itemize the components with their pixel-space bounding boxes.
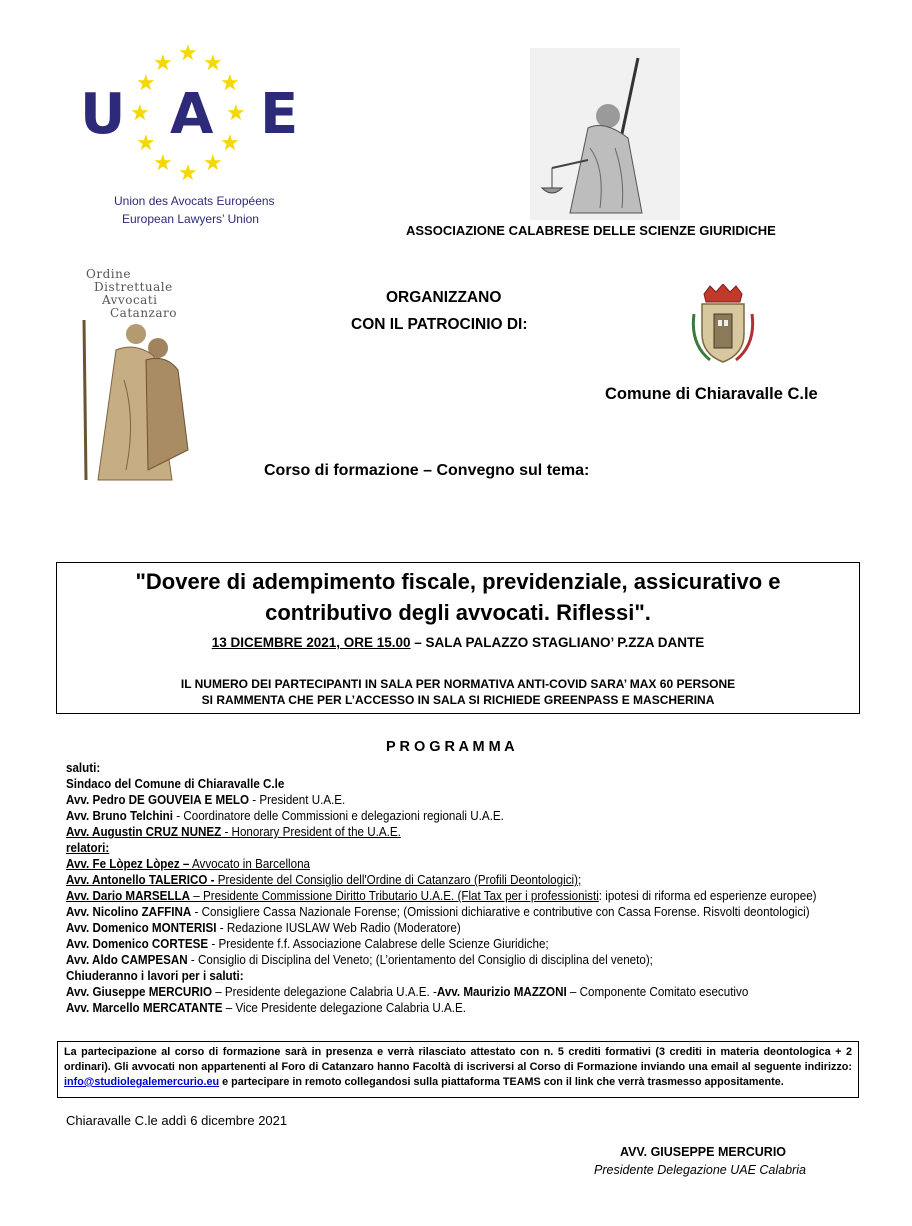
list-item: Avv. Domenico CORTESE - Presidente f.f. Associazione Calabrese delle Scienze Giuridiche; <box>66 937 549 951</box>
ordine-line-1: Ordine <box>86 267 131 281</box>
programma-heading: P R O G R A M M A <box>386 739 515 755</box>
list-item: Avv. Nicolino ZAFFINA - Consigliere Cassa Nazionale Forense; (Omissioni dichiarative e contributive con Cassa Forense. Risvolti deontologici) <box>66 905 810 919</box>
corso-heading: Corso di formazione – Convegno sul tema: <box>264 462 590 479</box>
star-icon: ★ <box>136 70 156 95</box>
event-title-line-1: "Dovere di adempimento fiscale, previdenziale, assicurativo e <box>135 569 781 594</box>
email-link[interactable]: info@studiolegalemercurio.eu <box>64 1076 220 1088</box>
star-icon: ★ <box>153 50 173 75</box>
uae-subtitle-1: Union des Avocats Européens <box>114 194 275 208</box>
participation-note-box <box>57 1041 859 1098</box>
patrocinio-heading: CON IL PATROCINIO DI: <box>351 316 528 333</box>
ordine-statue-image <box>76 320 206 488</box>
star-icon: ★ <box>203 50 223 75</box>
coat-of-arms-icon <box>690 284 756 366</box>
list-item: Avv. Domenico MONTERISI - Redazione IUSLAW Web Radio (Moderatore) <box>66 921 461 935</box>
program-list <box>66 760 866 1016</box>
ordine-line-4: Catanzaro <box>110 306 177 320</box>
participation-note: La partecipazione al corso di formazione sarà in presenza e verrà rilasciato attestato con n. 5 crediti formativi (3 crediti in materia deontologica + 2 ordinari). Gli avvocati non appartenenti al Foro di Catanzaro hanno Facoltà di iscriversi al Corso di Formazione inviando una email al seguente indirizzo: info@studiolegalemercurio.eu e partecipare in remoto collegandosi sulla piattaforma TEAMS con il link che verrà trasmesso appositamente. <box>64 1046 852 1088</box>
uae-subtitle-2: European Lawyers’ Union <box>122 212 259 226</box>
star-icon: ★ <box>220 130 240 155</box>
list-item: Avv. Aldo CAMPESAN - Consiglio di Disciplina del Veneto; (L’orientamento del Consiglio di disciplina del veneto); <box>66 953 653 967</box>
star-icon: ★ <box>220 70 240 95</box>
event-date-time: 13 DICEMBRE 2021, ORE 15.00 <box>211 635 411 650</box>
ordine-logo <box>76 268 206 488</box>
signature-role: Presidente Delegazione UAE Calabria <box>594 1163 806 1177</box>
event-title-box <box>56 562 860 714</box>
uae-logo <box>78 40 308 230</box>
star-icon: ★ <box>153 150 173 175</box>
association-name: ASSOCIAZIONE CALABRESE DELLE SCIENZE GIURIDICHE <box>406 223 776 238</box>
event-venue: – SALA PALAZZO STAGLIANO’ P.ZZA DANTE <box>410 635 705 650</box>
star-icon: ★ <box>178 40 198 65</box>
list-item: Avv. Dario MARSELLA – Presidente Commissione Diritto Tributario U.A.E. (Flat Tax per i professionisti: ipotesi di riforma ed esperienze europee) <box>66 889 817 903</box>
ordine-line-3: Avvocati <box>102 293 158 307</box>
list-item: Avv. Antonello TALERICO - Presidente del Consiglio dell'Ordine di Catanzaro (Profili Deontologici); <box>66 873 582 887</box>
list-item: Avv. Pedro DE GOUVEIA E MELO - President U.A.E. <box>66 793 346 807</box>
notice-line-1: IL NUMERO DEI PARTECIPANTI IN SALA PER NORMATIVA ANTI-COVID SARA’ MAX 60 PERSONE <box>180 677 736 691</box>
organizzano-heading: ORGANIZZANO <box>386 289 502 306</box>
signature-name: AVV. GIUSEPPE MERCURIO <box>620 1145 787 1159</box>
justice-figure-image <box>530 48 680 220</box>
comune-name: Comune di Chiaravalle C.le <box>605 385 818 403</box>
list-item: Chiuderanno i lavori per i saluti: <box>66 969 244 983</box>
list-item: Avv. Marcello MERCATANTE – Vice Presidente delegazione Calabria U.A.E. <box>66 1001 466 1015</box>
star-icon: ★ <box>130 100 150 125</box>
place-date: Chiaravalle C.le addì 6 dicembre 2021 <box>66 1113 288 1128</box>
star-icon: ★ <box>226 100 246 125</box>
list-item: Avv. Augustin CRUZ NUNEZ - Honorary President of the U.A.E. <box>66 825 401 839</box>
star-icon: ★ <box>136 130 156 155</box>
uae-letter-u: U <box>80 82 126 147</box>
uae-letter-e: E <box>260 82 299 147</box>
list-item: Sindaco del Comune di Chiaravalle C.le <box>66 777 285 791</box>
uae-letter-a: A <box>170 82 214 147</box>
star-icon: ★ <box>203 150 223 175</box>
ordine-line-2: Distrettuale <box>94 280 173 294</box>
event-date <box>57 635 859 650</box>
event-title-line-2: contributivo degli avvocati. Riflessi". <box>265 600 651 625</box>
star-icon: ★ <box>178 160 198 185</box>
notice-line-2: SI RAMMENTA CHE PER L’ACCESSO IN SALA SI RICHIEDE GREENPASS E MASCHERINA <box>201 693 715 707</box>
list-item: Avv. Bruno Telchini - Coordinatore delle Commissioni e delegazioni regionali U.A.E. <box>66 809 504 823</box>
list-item: relatori: <box>66 841 110 855</box>
list-item: saluti: <box>66 761 101 775</box>
list-item: Avv. Fe Lòpez Lòpez – Avvocato in Barcellona <box>66 857 311 871</box>
list-item: Avv. Giuseppe MERCURIO – Presidente delegazione Calabria U.A.E. -Avv. Maurizio MAZZONI – Componente Comitato esecutivo <box>66 985 749 999</box>
